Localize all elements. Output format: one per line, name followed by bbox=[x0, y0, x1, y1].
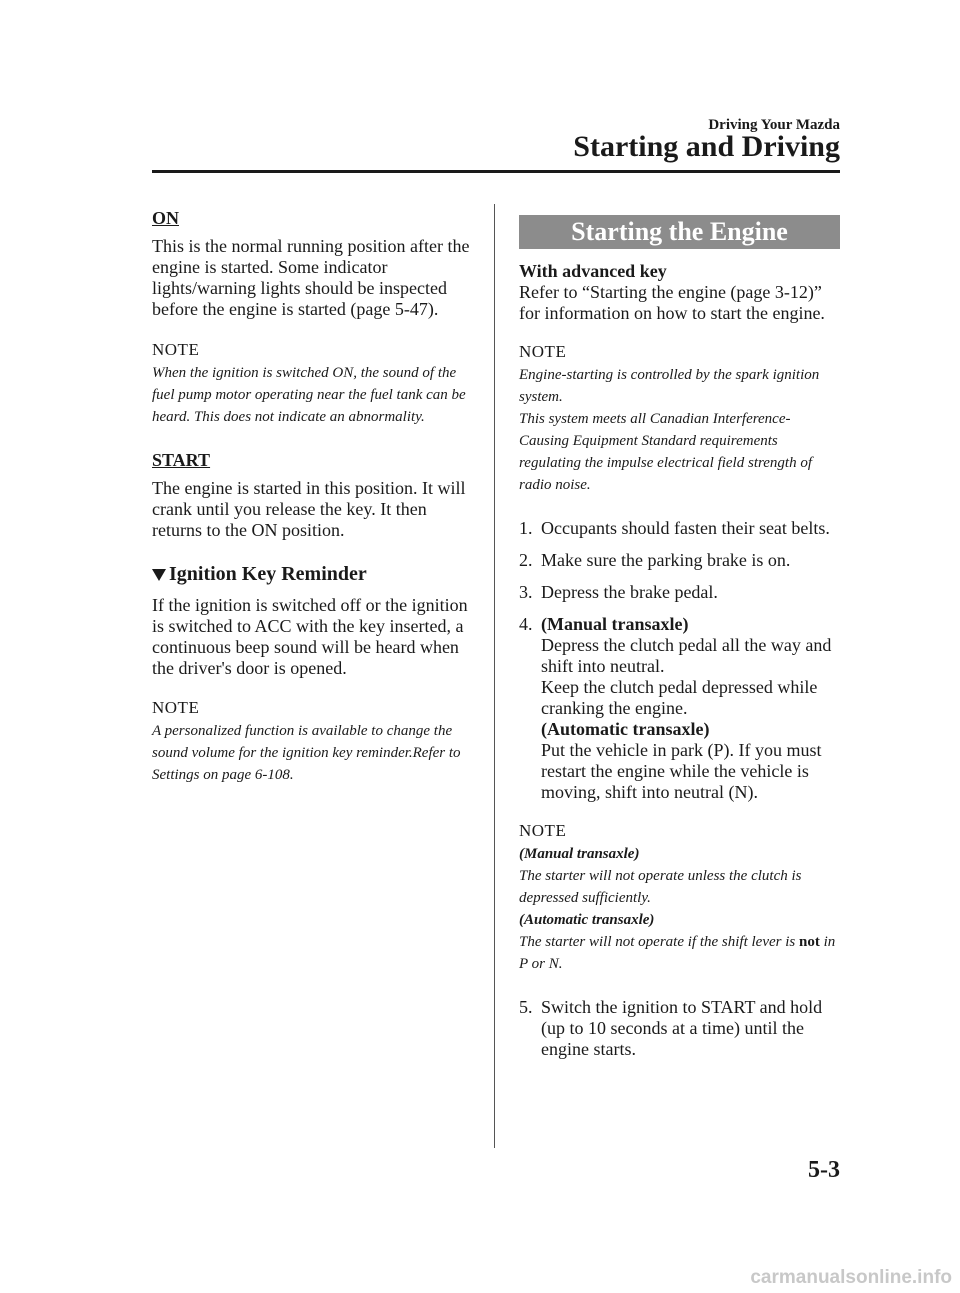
header-chapter-title: Starting and Driving bbox=[573, 130, 840, 163]
page-number: 5-3 bbox=[808, 1157, 840, 1183]
right-column bbox=[519, 208, 840, 1060]
ignition-key-reminder-heading bbox=[152, 563, 470, 586]
step-number: 3. bbox=[519, 582, 533, 602]
start-label: START bbox=[152, 450, 211, 470]
note-text: A personalized function is available to change the sound volume for the ignition key reminder.Refer to Settings on page 6-108. bbox=[152, 723, 461, 783]
list-item bbox=[519, 997, 840, 1060]
note-text bbox=[519, 843, 840, 975]
watermark: carmanualsonline.info bbox=[750, 1267, 952, 1288]
note-text: When the ignition is switched ON, the sound of the fuel pump motor operating near the fuel tank can be heard. This does not indicate an abnormality. bbox=[152, 365, 466, 425]
step-number: 4. bbox=[519, 614, 533, 634]
note-text-part: The starter will not operate if the shift lever is bbox=[519, 934, 796, 950]
step-text: Occupants should fasten their seat belts. bbox=[541, 518, 830, 538]
list-item bbox=[519, 614, 840, 803]
ignition-key-reminder-title: Ignition Key Reminder bbox=[169, 563, 367, 585]
reminder-text: If the ignition is switched off or the ignition is switched to ACC with the key inserted, a continuous beep sound will be heard when the driver's door is opened. bbox=[152, 595, 468, 678]
step-text: Keep the clutch pedal depressed while cranking the engine. bbox=[541, 677, 818, 718]
step-number: 1. bbox=[519, 518, 533, 538]
automatic-transaxle-note-text bbox=[519, 931, 840, 975]
note-text: Engine-starting is controlled by the spark ignition system. bbox=[519, 367, 820, 405]
emphasis-not: not bbox=[798, 934, 820, 950]
advanced-key-heading: With advanced key bbox=[519, 261, 667, 281]
left-column bbox=[152, 208, 470, 786]
manual-transaxle-note-text: The starter will not operate unless the clutch is depressed sufficiently. bbox=[519, 868, 802, 906]
automatic-transaxle-label: (Automatic transaxle) bbox=[541, 719, 710, 739]
on-text: This is the normal running position after the engine is started. Some indicator lights/warning lights should be inspected before the engine is started (page 5-47). bbox=[152, 236, 470, 319]
note-text-part: in P or N. bbox=[519, 934, 836, 972]
step-text: Depress the clutch pedal all the way and shift into neutral. bbox=[541, 635, 832, 676]
triangle-bullet-icon bbox=[152, 569, 166, 581]
header-section-name: Driving Your Mazda bbox=[708, 117, 840, 133]
start-text: The engine is started in this position. It will crank until you release the key. It then returns to the ON position. bbox=[152, 478, 466, 540]
step-text: Make sure the parking brake is on. bbox=[541, 550, 791, 570]
note-text: This system meets all Canadian Interference-Causing Equipment Standard requirements regulating the impulse electrical field strength of radio noise. bbox=[519, 411, 813, 493]
list-item bbox=[519, 518, 840, 539]
note-heading: NOTE bbox=[519, 342, 567, 361]
manual-transaxle-label: (Manual transaxle) bbox=[541, 614, 689, 634]
step-number: 2. bbox=[519, 550, 533, 570]
header-rule bbox=[152, 170, 840, 173]
step-text: Depress the brake pedal. bbox=[541, 582, 718, 602]
column-divider bbox=[494, 204, 495, 1148]
list-item bbox=[519, 582, 840, 603]
starting-the-engine-banner: Starting the Engine bbox=[519, 215, 840, 249]
on-label: ON bbox=[152, 208, 179, 228]
note-heading: NOTE bbox=[152, 698, 200, 717]
list-item bbox=[519, 550, 840, 571]
step-text: Put the vehicle in park (P). If you must restart the engine while the vehicle is moving, shift into neutral (N). bbox=[541, 740, 822, 802]
automatic-transaxle-note-label: (Automatic transaxle) bbox=[519, 912, 655, 928]
step-text: Switch the ignition to START and hold (up to 10 seconds at a time) until the engine starts. bbox=[541, 997, 823, 1059]
advanced-key-text: Refer to “Starting the engine (page 3-12)” for information on how to start the engine. bbox=[519, 282, 825, 323]
note-heading: NOTE bbox=[519, 821, 567, 840]
note-heading: NOTE bbox=[152, 340, 200, 359]
step-number: 5. bbox=[519, 997, 533, 1017]
manual-transaxle-note-label: (Manual transaxle) bbox=[519, 846, 640, 862]
